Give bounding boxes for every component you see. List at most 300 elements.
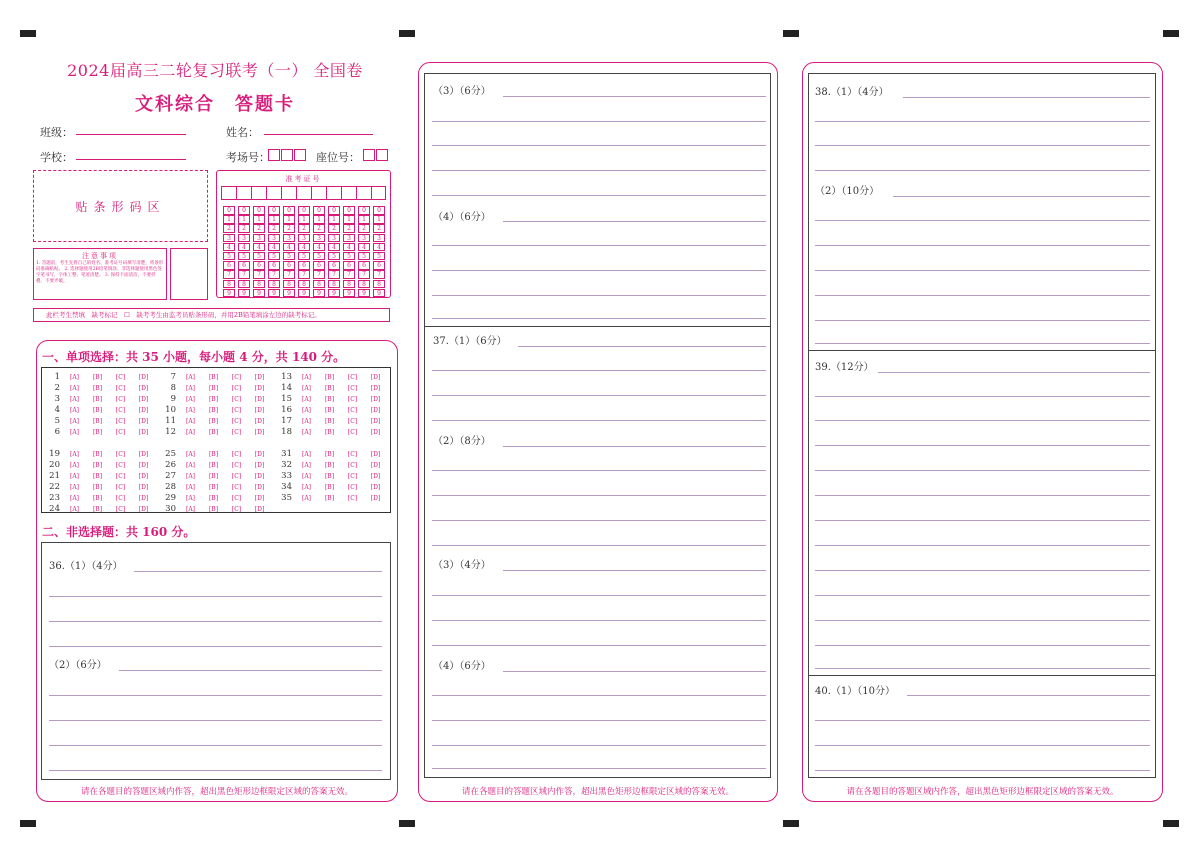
mc-option-bubble[interactable]: [B] bbox=[208, 384, 219, 392]
writing-line[interactable] bbox=[432, 295, 766, 296]
mc-option-bubble[interactable]: [A] bbox=[69, 428, 79, 436]
mc-option-bubble[interactable]: [D] bbox=[370, 494, 381, 502]
digit-bubble[interactable]: 8 bbox=[268, 280, 280, 289]
digit-bubble[interactable]: 1 bbox=[238, 215, 250, 224]
ticket-cell[interactable] bbox=[221, 186, 236, 200]
mc-option-bubble[interactable]: [B] bbox=[208, 505, 219, 513]
digit-bubble[interactable]: 5 bbox=[373, 252, 385, 261]
mc-option-bubble[interactable]: [B] bbox=[92, 483, 103, 491]
mc-option-bubble[interactable]: [B] bbox=[208, 373, 219, 381]
digit-bubble[interactable]: 6 bbox=[313, 261, 325, 270]
mc-option-bubble[interactable]: [A] bbox=[185, 505, 195, 513]
mc-option-bubble[interactable]: [A] bbox=[301, 450, 311, 458]
digit-bubble[interactable]: 9 bbox=[373, 289, 385, 298]
mc-option-bubble[interactable]: [D] bbox=[370, 417, 381, 425]
digit-bubble[interactable]: 9 bbox=[343, 289, 355, 298]
mc-option-bubble[interactable]: [A] bbox=[185, 483, 195, 491]
mc-option-bubble[interactable]: [B] bbox=[324, 406, 335, 414]
writing-line[interactable] bbox=[503, 671, 766, 672]
digit-bubble[interactable]: 6 bbox=[238, 261, 250, 270]
mc-option-bubble[interactable]: [A] bbox=[185, 494, 195, 502]
digit-bubble[interactable]: 7 bbox=[298, 270, 310, 279]
digit-bubble[interactable]: 3 bbox=[358, 234, 370, 243]
writing-line[interactable] bbox=[878, 372, 1150, 373]
room-box[interactable] bbox=[294, 149, 306, 161]
digit-bubble[interactable]: 6 bbox=[373, 261, 385, 270]
seat-box[interactable] bbox=[363, 149, 375, 161]
digit-bubble[interactable]: 5 bbox=[268, 252, 280, 261]
digit-bubble[interactable]: 6 bbox=[268, 261, 280, 270]
writing-line[interactable] bbox=[815, 396, 1150, 397]
digit-bubble[interactable]: 0 bbox=[298, 206, 310, 215]
writing-line[interactable] bbox=[907, 695, 1150, 696]
mc-option-bubble[interactable]: [A] bbox=[69, 505, 79, 513]
digit-bubble[interactable]: 7 bbox=[358, 270, 370, 279]
mc-option-bubble[interactable]: [A] bbox=[301, 406, 311, 414]
digit-bubble[interactable]: 8 bbox=[223, 280, 235, 289]
digit-bubble[interactable]: 9 bbox=[313, 289, 325, 298]
mc-option-bubble[interactable]: [D] bbox=[254, 461, 265, 469]
writing-line[interactable] bbox=[432, 170, 766, 171]
mc-option-bubble[interactable]: [C] bbox=[115, 373, 126, 381]
digit-bubble[interactable]: 1 bbox=[343, 215, 355, 224]
mc-option-bubble[interactable]: [D] bbox=[138, 450, 149, 458]
digit-bubble[interactable]: 4 bbox=[358, 243, 370, 252]
digit-bubble[interactable]: 8 bbox=[373, 280, 385, 289]
mc-option-bubble[interactable]: [D] bbox=[138, 483, 149, 491]
digit-bubble[interactable]: 5 bbox=[238, 252, 250, 261]
mc-option-bubble[interactable]: [B] bbox=[92, 373, 103, 381]
mc-option-bubble[interactable]: [D] bbox=[370, 406, 381, 414]
mc-option-bubble[interactable]: [C] bbox=[231, 461, 242, 469]
mc-option-bubble[interactable]: [A] bbox=[301, 373, 311, 381]
digit-bubble[interactable]: 4 bbox=[223, 243, 235, 252]
digit-bubble[interactable]: 3 bbox=[313, 234, 325, 243]
digit-bubble[interactable]: 1 bbox=[358, 215, 370, 224]
mc-option-bubble[interactable]: [D] bbox=[370, 428, 381, 436]
mc-option-bubble[interactable]: [A] bbox=[185, 472, 195, 480]
writing-line[interactable] bbox=[432, 195, 766, 196]
mc-option-bubble[interactable]: [A] bbox=[69, 384, 79, 392]
writing-line[interactable] bbox=[503, 570, 766, 571]
digit-bubble[interactable]: 1 bbox=[298, 215, 310, 224]
digit-bubble[interactable]: 5 bbox=[283, 252, 295, 261]
writing-line[interactable] bbox=[815, 620, 1150, 621]
mc-option-bubble[interactable]: [D] bbox=[370, 373, 381, 381]
seat-box[interactable] bbox=[376, 149, 388, 161]
mc-option-bubble[interactable]: [B] bbox=[208, 461, 219, 469]
writing-line[interactable] bbox=[432, 318, 766, 319]
mc-option-bubble[interactable]: [C] bbox=[231, 417, 242, 425]
digit-bubble[interactable]: 4 bbox=[373, 243, 385, 252]
digit-bubble[interactable]: 3 bbox=[343, 234, 355, 243]
writing-line[interactable] bbox=[503, 221, 766, 222]
digit-bubble[interactable]: 4 bbox=[313, 243, 325, 252]
mc-option-bubble[interactable]: [C] bbox=[231, 472, 242, 480]
writing-line[interactable] bbox=[49, 745, 382, 746]
digit-bubble[interactable]: 1 bbox=[328, 215, 340, 224]
writing-line[interactable] bbox=[134, 571, 382, 572]
digit-bubble[interactable]: 9 bbox=[238, 289, 250, 298]
digit-bubble[interactable]: 7 bbox=[328, 270, 340, 279]
mc-option-bubble[interactable]: [C] bbox=[231, 428, 242, 436]
mc-option-bubble[interactable]: [A] bbox=[301, 494, 311, 502]
writing-line[interactable] bbox=[815, 245, 1150, 246]
mc-option-bubble[interactable]: [A] bbox=[185, 450, 195, 458]
digit-bubble[interactable]: 0 bbox=[253, 206, 265, 215]
writing-line[interactable] bbox=[503, 446, 766, 447]
writing-line[interactable] bbox=[815, 145, 1150, 146]
mc-option-bubble[interactable]: [A] bbox=[69, 472, 79, 480]
digit-bubble[interactable]: 5 bbox=[328, 252, 340, 261]
writing-line[interactable] bbox=[518, 346, 766, 347]
mc-option-bubble[interactable]: [C] bbox=[231, 494, 242, 502]
digit-bubble[interactable]: 3 bbox=[283, 234, 295, 243]
digit-bubble[interactable]: 2 bbox=[373, 224, 385, 233]
digit-bubble[interactable]: 7 bbox=[313, 270, 325, 279]
ticket-cell[interactable] bbox=[341, 186, 356, 200]
digit-bubble[interactable]: 0 bbox=[343, 206, 355, 215]
digit-bubble[interactable]: 1 bbox=[223, 215, 235, 224]
digit-bubble[interactable]: 3 bbox=[238, 234, 250, 243]
digit-bubble[interactable]: 1 bbox=[373, 215, 385, 224]
digit-bubble[interactable]: 8 bbox=[358, 280, 370, 289]
room-box[interactable] bbox=[268, 149, 280, 161]
mc-option-bubble[interactable]: [D] bbox=[138, 505, 149, 513]
digit-bubble[interactable]: 0 bbox=[223, 206, 235, 215]
mc-option-bubble[interactable]: [C] bbox=[347, 406, 358, 414]
writing-line[interactable] bbox=[432, 420, 766, 421]
ticket-cell[interactable] bbox=[236, 186, 251, 200]
writing-line[interactable] bbox=[432, 270, 766, 271]
mc-option-bubble[interactable]: [C] bbox=[231, 505, 242, 513]
writing-line[interactable] bbox=[815, 545, 1150, 546]
digit-bubble[interactable]: 1 bbox=[283, 215, 295, 224]
writing-line[interactable] bbox=[49, 770, 382, 771]
writing-line[interactable] bbox=[49, 720, 382, 721]
digit-bubble[interactable]: 9 bbox=[223, 289, 235, 298]
digit-bubble[interactable]: 0 bbox=[358, 206, 370, 215]
mc-option-bubble[interactable]: [B] bbox=[92, 450, 103, 458]
digit-bubble[interactable]: 3 bbox=[328, 234, 340, 243]
digit-bubble[interactable]: 3 bbox=[373, 234, 385, 243]
digit-bubble[interactable]: 2 bbox=[283, 224, 295, 233]
mc-option-bubble[interactable]: [B] bbox=[92, 461, 103, 469]
mc-option-bubble[interactable]: [D] bbox=[138, 494, 149, 502]
mc-option-bubble[interactable]: [A] bbox=[185, 395, 195, 403]
mc-option-bubble[interactable]: [D] bbox=[254, 428, 265, 436]
digit-bubble[interactable]: 4 bbox=[298, 243, 310, 252]
ticket-cell[interactable] bbox=[266, 186, 281, 200]
digit-bubble[interactable]: 0 bbox=[328, 206, 340, 215]
writing-line[interactable] bbox=[119, 670, 382, 671]
writing-line[interactable] bbox=[49, 596, 382, 597]
writing-line[interactable] bbox=[432, 370, 766, 371]
writing-line[interactable] bbox=[815, 420, 1150, 421]
digit-bubble[interactable]: 2 bbox=[253, 224, 265, 233]
mc-option-bubble[interactable]: [D] bbox=[138, 472, 149, 480]
digit-bubble[interactable]: 0 bbox=[313, 206, 325, 215]
digit-bubble[interactable]: 2 bbox=[358, 224, 370, 233]
mc-option-bubble[interactable]: [B] bbox=[208, 494, 219, 502]
writing-line[interactable] bbox=[432, 645, 766, 646]
digit-bubble[interactable]: 0 bbox=[283, 206, 295, 215]
digit-bubble[interactable]: 5 bbox=[223, 252, 235, 261]
mc-option-bubble[interactable]: [B] bbox=[208, 406, 219, 414]
digit-bubble[interactable]: 2 bbox=[223, 224, 235, 233]
mc-option-bubble[interactable]: [D] bbox=[254, 395, 265, 403]
digit-bubble[interactable]: 3 bbox=[253, 234, 265, 243]
mc-option-bubble[interactable]: [D] bbox=[254, 494, 265, 502]
writing-line[interactable] bbox=[815, 445, 1150, 446]
writing-line[interactable] bbox=[815, 645, 1150, 646]
mc-option-bubble[interactable]: [B] bbox=[92, 472, 103, 480]
mc-option-bubble[interactable]: [B] bbox=[92, 428, 103, 436]
writing-line[interactable] bbox=[815, 220, 1150, 221]
mc-option-bubble[interactable]: [B] bbox=[324, 461, 335, 469]
mc-option-bubble[interactable]: [C] bbox=[347, 461, 358, 469]
mc-option-bubble[interactable]: [B] bbox=[92, 494, 103, 502]
writing-line[interactable] bbox=[815, 570, 1150, 571]
mc-option-bubble[interactable]: [A] bbox=[69, 450, 79, 458]
mc-option-bubble[interactable]: [B] bbox=[324, 483, 335, 491]
mc-option-bubble[interactable]: [C] bbox=[115, 406, 126, 414]
digit-bubble[interactable]: 8 bbox=[313, 280, 325, 289]
mc-option-bubble[interactable]: [C] bbox=[115, 494, 126, 502]
writing-line[interactable] bbox=[432, 720, 766, 721]
digit-bubble[interactable]: 8 bbox=[328, 280, 340, 289]
mc-option-bubble[interactable]: [B] bbox=[208, 417, 219, 425]
mc-option-bubble[interactable]: [C] bbox=[115, 505, 126, 513]
digit-bubble[interactable]: 9 bbox=[283, 289, 295, 298]
mc-option-bubble[interactable]: [C] bbox=[115, 472, 126, 480]
writing-line[interactable] bbox=[815, 343, 1150, 344]
digit-bubble[interactable]: 5 bbox=[298, 252, 310, 261]
writing-line[interactable] bbox=[893, 196, 1150, 197]
digit-bubble[interactable]: 5 bbox=[343, 252, 355, 261]
writing-line[interactable] bbox=[49, 695, 382, 696]
ticket-cell[interactable] bbox=[326, 186, 341, 200]
mc-option-bubble[interactable]: [A] bbox=[185, 461, 195, 469]
mc-option-bubble[interactable]: [C] bbox=[231, 450, 242, 458]
mc-option-bubble[interactable]: [C] bbox=[347, 417, 358, 425]
writing-line[interactable] bbox=[432, 495, 766, 496]
digit-bubble[interactable]: 8 bbox=[283, 280, 295, 289]
mc-option-bubble[interactable]: [C] bbox=[347, 472, 358, 480]
mc-option-bubble[interactable]: [B] bbox=[208, 395, 219, 403]
mc-option-bubble[interactable]: [C] bbox=[347, 494, 358, 502]
mc-option-bubble[interactable]: [B] bbox=[324, 395, 335, 403]
mc-option-bubble[interactable]: [A] bbox=[69, 417, 79, 425]
ticket-cell[interactable] bbox=[296, 186, 311, 200]
ticket-cell[interactable] bbox=[311, 186, 326, 200]
mc-option-bubble[interactable]: [B] bbox=[208, 472, 219, 480]
class-field[interactable] bbox=[76, 134, 186, 135]
writing-line[interactable] bbox=[815, 495, 1150, 496]
mc-option-bubble[interactable]: [C] bbox=[115, 384, 126, 392]
digit-bubble[interactable]: 6 bbox=[328, 261, 340, 270]
digit-bubble[interactable]: 4 bbox=[268, 243, 280, 252]
writing-line[interactable] bbox=[815, 320, 1150, 321]
digit-bubble[interactable]: 0 bbox=[373, 206, 385, 215]
mc-option-bubble[interactable]: [C] bbox=[115, 483, 126, 491]
mc-option-bubble[interactable]: [A] bbox=[69, 494, 79, 502]
room-box[interactable] bbox=[281, 149, 293, 161]
digit-bubble[interactable]: 6 bbox=[223, 261, 235, 270]
digit-bubble[interactable]: 3 bbox=[298, 234, 310, 243]
digit-bubble[interactable]: 2 bbox=[238, 224, 250, 233]
mc-option-bubble[interactable]: [D] bbox=[254, 450, 265, 458]
writing-line[interactable] bbox=[432, 395, 766, 396]
digit-bubble[interactable]: 7 bbox=[343, 270, 355, 279]
mc-option-bubble[interactable]: [A] bbox=[301, 384, 311, 392]
mc-option-bubble[interactable]: [A] bbox=[69, 395, 79, 403]
mc-option-bubble[interactable]: [D] bbox=[254, 472, 265, 480]
writing-line[interactable] bbox=[432, 545, 766, 546]
mc-option-bubble[interactable]: [C] bbox=[347, 395, 358, 403]
digit-bubble[interactable]: 9 bbox=[268, 289, 280, 298]
digit-bubble[interactable]: 9 bbox=[253, 289, 265, 298]
writing-line[interactable] bbox=[432, 595, 766, 596]
mc-option-bubble[interactable]: [A] bbox=[69, 373, 79, 381]
writing-line[interactable] bbox=[815, 595, 1150, 596]
mc-option-bubble[interactable]: [B] bbox=[324, 373, 335, 381]
mc-option-bubble[interactable]: [C] bbox=[231, 483, 242, 491]
writing-line[interactable] bbox=[49, 646, 382, 647]
digit-bubble[interactable]: 6 bbox=[298, 261, 310, 270]
school-field[interactable] bbox=[76, 159, 186, 160]
mc-option-bubble[interactable]: [D] bbox=[138, 395, 149, 403]
mc-option-bubble[interactable]: [A] bbox=[185, 373, 195, 381]
mc-option-bubble[interactable]: [A] bbox=[185, 384, 195, 392]
mc-option-bubble[interactable]: [A] bbox=[301, 472, 311, 480]
mc-option-bubble[interactable]: [A] bbox=[301, 417, 311, 425]
writing-line[interactable] bbox=[503, 96, 766, 97]
mc-option-bubble[interactable]: [A] bbox=[69, 406, 79, 414]
mc-option-bubble[interactable]: [B] bbox=[324, 428, 335, 436]
digit-bubble[interactable]: 0 bbox=[238, 206, 250, 215]
mc-option-bubble[interactable]: [B] bbox=[324, 472, 335, 480]
digit-bubble[interactable]: 5 bbox=[358, 252, 370, 261]
digit-bubble[interactable]: 7 bbox=[253, 270, 265, 279]
mc-option-bubble[interactable]: [C] bbox=[347, 483, 358, 491]
writing-line[interactable] bbox=[432, 745, 766, 746]
writing-line[interactable] bbox=[815, 295, 1150, 296]
digit-bubble[interactable]: 9 bbox=[358, 289, 370, 298]
mc-option-bubble[interactable]: [B] bbox=[92, 395, 103, 403]
writing-line[interactable] bbox=[49, 621, 382, 622]
digit-bubble[interactable]: 7 bbox=[283, 270, 295, 279]
digit-bubble[interactable]: 4 bbox=[253, 243, 265, 252]
ticket-cell[interactable] bbox=[356, 186, 371, 200]
digit-bubble[interactable]: 8 bbox=[343, 280, 355, 289]
digit-bubble[interactable]: 9 bbox=[298, 289, 310, 298]
mc-option-bubble[interactable]: [A] bbox=[69, 461, 79, 469]
writing-line[interactable] bbox=[432, 768, 766, 769]
digit-bubble[interactable]: 1 bbox=[253, 215, 265, 224]
digit-bubble[interactable]: 7 bbox=[373, 270, 385, 279]
digit-bubble[interactable]: 9 bbox=[328, 289, 340, 298]
mc-option-bubble[interactable]: [A] bbox=[301, 483, 311, 491]
mc-option-bubble[interactable]: [D] bbox=[138, 384, 149, 392]
mc-option-bubble[interactable]: [D] bbox=[254, 483, 265, 491]
writing-line[interactable] bbox=[815, 121, 1150, 122]
digit-bubble[interactable]: 4 bbox=[283, 243, 295, 252]
digit-bubble[interactable]: 2 bbox=[298, 224, 310, 233]
mc-option-bubble[interactable]: [A] bbox=[301, 395, 311, 403]
mc-option-bubble[interactable]: [D] bbox=[254, 505, 265, 513]
writing-line[interactable] bbox=[815, 170, 1150, 171]
writing-line[interactable] bbox=[432, 145, 766, 146]
digit-bubble[interactable]: 6 bbox=[343, 261, 355, 270]
writing-line[interactable] bbox=[815, 770, 1150, 771]
mc-option-bubble[interactable]: [D] bbox=[138, 428, 149, 436]
writing-line[interactable] bbox=[815, 270, 1150, 271]
mc-option-bubble[interactable]: [D] bbox=[254, 373, 265, 381]
mc-option-bubble[interactable]: [B] bbox=[324, 450, 335, 458]
digit-bubble[interactable]: 5 bbox=[253, 252, 265, 261]
digit-bubble[interactable]: 3 bbox=[223, 234, 235, 243]
mc-option-bubble[interactable]: [A] bbox=[185, 406, 195, 414]
mc-option-bubble[interactable]: [D] bbox=[370, 483, 381, 491]
mc-option-bubble[interactable]: [C] bbox=[347, 450, 358, 458]
writing-line[interactable] bbox=[432, 470, 766, 471]
writing-line[interactable] bbox=[815, 470, 1150, 471]
mc-option-bubble[interactable]: [C] bbox=[347, 428, 358, 436]
mc-option-bubble[interactable]: [B] bbox=[92, 505, 103, 513]
writing-line[interactable] bbox=[815, 520, 1150, 521]
mc-option-bubble[interactable]: [A] bbox=[301, 428, 311, 436]
writing-line[interactable] bbox=[903, 97, 1150, 98]
digit-bubble[interactable]: 2 bbox=[268, 224, 280, 233]
mc-option-bubble[interactable]: [D] bbox=[370, 384, 381, 392]
digit-bubble[interactable]: 8 bbox=[238, 280, 250, 289]
mc-option-bubble[interactable]: [B] bbox=[324, 384, 335, 392]
mc-option-bubble[interactable]: [D] bbox=[138, 406, 149, 414]
mc-option-bubble[interactable]: [D] bbox=[138, 373, 149, 381]
digit-bubble[interactable]: 4 bbox=[343, 243, 355, 252]
mc-option-bubble[interactable]: [D] bbox=[370, 450, 381, 458]
mc-option-bubble[interactable]: [D] bbox=[370, 472, 381, 480]
mc-option-bubble[interactable]: [C] bbox=[231, 395, 242, 403]
digit-bubble[interactable]: 2 bbox=[328, 224, 340, 233]
digit-bubble[interactable]: 7 bbox=[223, 270, 235, 279]
mc-option-bubble[interactable]: [B] bbox=[92, 406, 103, 414]
mc-option-bubble[interactable]: [C] bbox=[115, 450, 126, 458]
mc-option-bubble[interactable]: [B] bbox=[208, 483, 219, 491]
digit-bubble[interactable]: 3 bbox=[268, 234, 280, 243]
digit-bubble[interactable]: 1 bbox=[268, 215, 280, 224]
digit-bubble[interactable]: 4 bbox=[238, 243, 250, 252]
writing-line[interactable] bbox=[432, 520, 766, 521]
mc-option-bubble[interactable]: [B] bbox=[208, 428, 219, 436]
mc-option-bubble[interactable]: [C] bbox=[347, 373, 358, 381]
mc-option-bubble[interactable]: [A] bbox=[185, 417, 195, 425]
digit-bubble[interactable]: 6 bbox=[253, 261, 265, 270]
digit-bubble[interactable]: 4 bbox=[328, 243, 340, 252]
mc-option-bubble[interactable]: [D] bbox=[254, 384, 265, 392]
ticket-cell[interactable] bbox=[251, 186, 266, 200]
digit-bubble[interactable]: 8 bbox=[253, 280, 265, 289]
name-field[interactable] bbox=[264, 134, 373, 135]
digit-bubble[interactable]: 2 bbox=[343, 224, 355, 233]
mc-option-bubble[interactable]: [B] bbox=[324, 494, 335, 502]
mc-option-bubble[interactable]: [D] bbox=[254, 406, 265, 414]
digit-bubble[interactable]: 6 bbox=[283, 261, 295, 270]
writing-line[interactable] bbox=[432, 620, 766, 621]
digit-bubble[interactable]: 2 bbox=[313, 224, 325, 233]
mc-option-bubble[interactable]: [A] bbox=[69, 483, 79, 491]
